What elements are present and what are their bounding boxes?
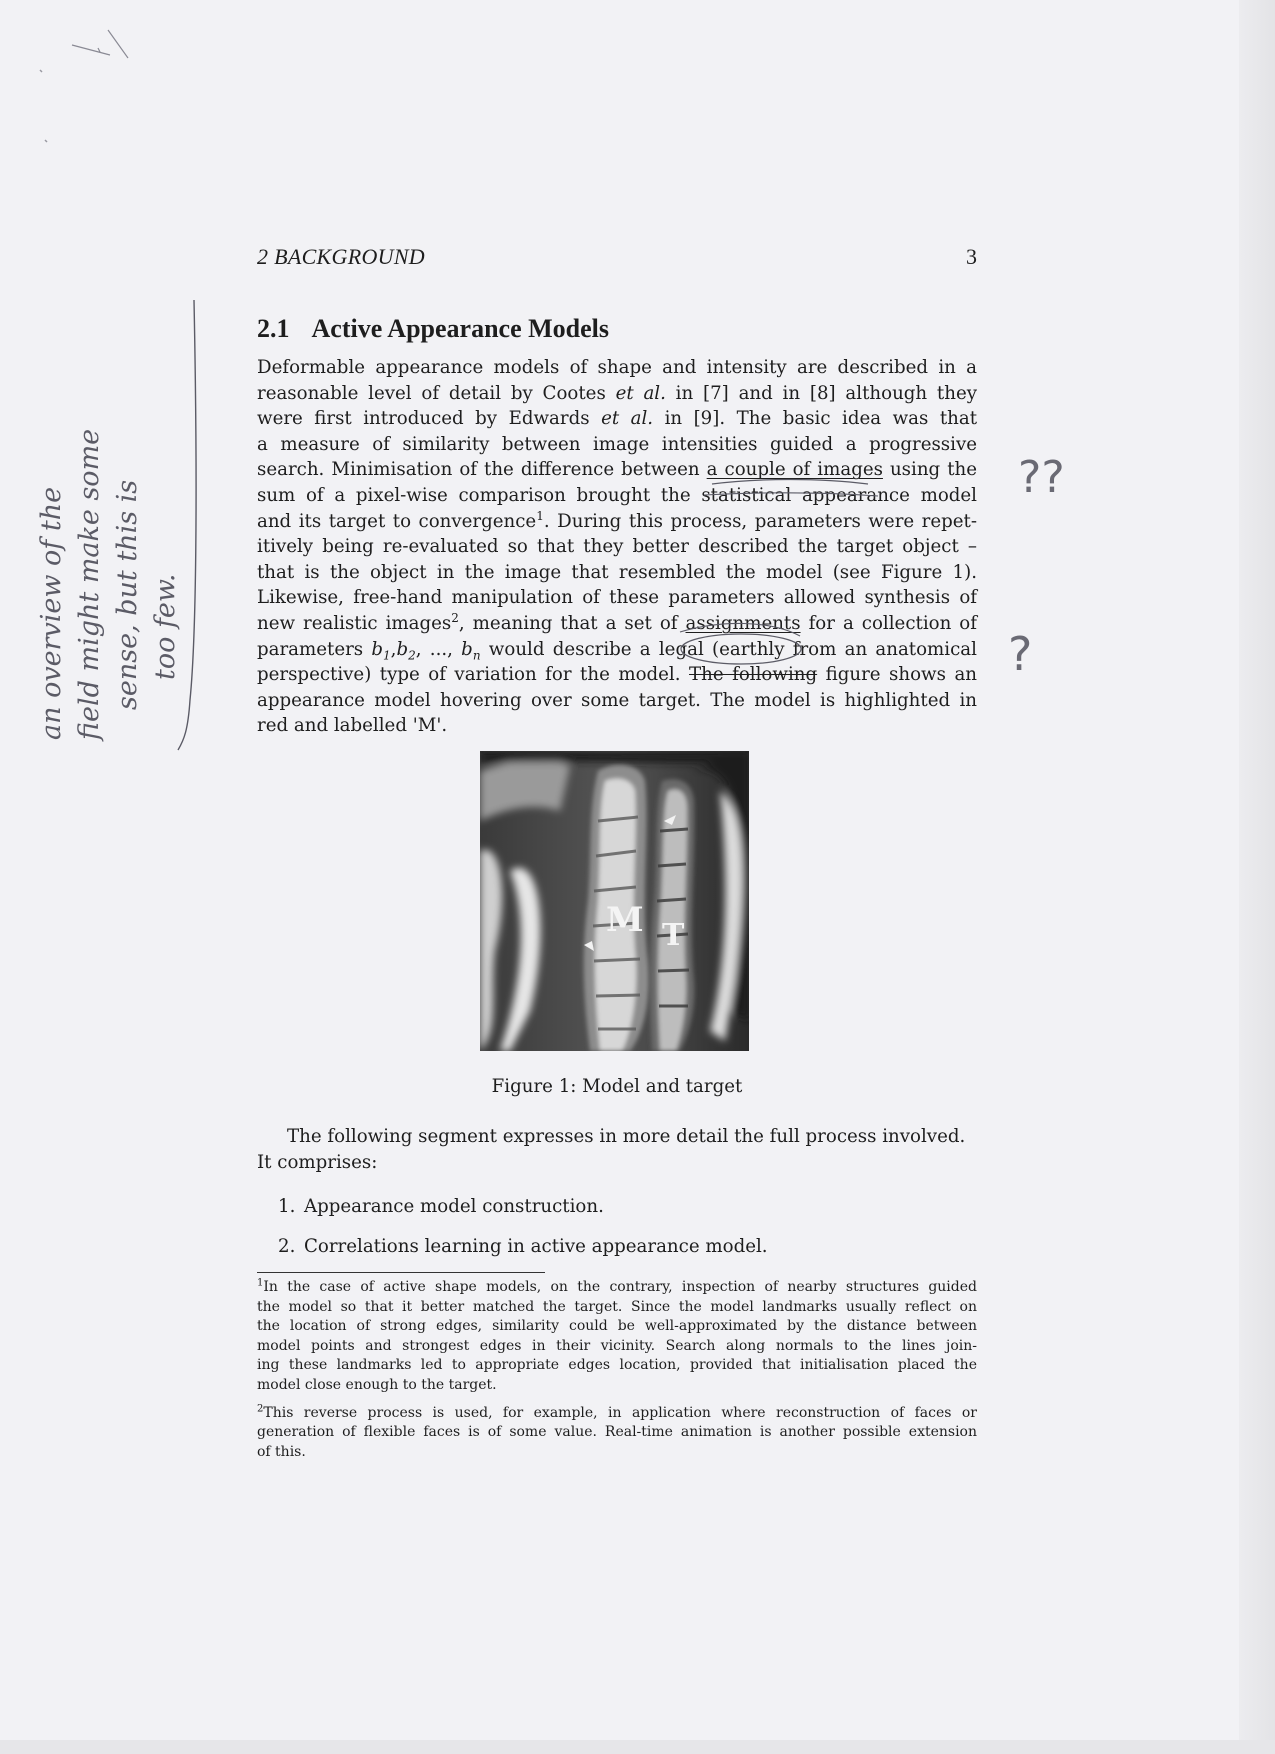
underlined-word: assignments (685, 612, 801, 634)
underlined-phrase: a couple of images (706, 459, 883, 481)
pencil-underline (712, 480, 868, 485)
list-number: 2. (278, 1236, 296, 1257)
text-span: red and labelled 'M'. (257, 715, 448, 737)
margin-note-line: sense, but this is (112, 479, 143, 710)
list-item-text: Appearance model construction. (304, 1196, 604, 1217)
text-line: It comprises: (257, 1152, 378, 1173)
model-label: M (606, 900, 644, 940)
figure-caption: Figure 1: Model and target (491, 1076, 743, 1097)
math-b2: $b_2$ (396, 638, 416, 663)
text-span: that is the object in the image that resembled the model (see Figure 1). (257, 561, 977, 583)
bracketed-phrase: statistical appearance (701, 484, 910, 506)
text-span: new realistic images (257, 612, 452, 634)
list-number: 1. (278, 1196, 296, 1217)
question-marks: ?? (1018, 452, 1065, 503)
target-label: T (662, 918, 685, 953)
text-span: search. Minimisation of the difference between (257, 459, 707, 481)
text-span: in [9]. The basic idea was that (653, 408, 977, 430)
text-span: parameters (257, 638, 372, 660)
margin-note-line: an overview of the (36, 486, 67, 740)
text-span: om an anatomical (808, 638, 977, 660)
text-span: appearance model hovering over some target. The model is highlighted in (257, 689, 977, 711)
text-span: , meaning that a set of (458, 612, 686, 634)
text-span: using the (882, 459, 977, 481)
footnote-mark: 2 (257, 1402, 264, 1414)
text-span: would describe a le (480, 638, 676, 660)
text-span: Deformable appearance models of shape and intensity are described in a (257, 357, 977, 378)
et-al-italic: et al. (601, 408, 654, 430)
question-mark: ? (1008, 627, 1033, 681)
text-span: This reverse process is used, for example, in application where reconstruction of faces or (263, 1404, 977, 1421)
text-span: perspective) type of variation for the model. (257, 664, 690, 686)
text-span: Likewise, free-hand manipulation of these parameters allowed synthesis of (257, 587, 977, 609)
text-span: sum of a pixel-wise comparison brought the (257, 484, 702, 506)
section-title: Active Appearance Models (311, 314, 610, 343)
running-head-section: 2 BACKGROUND (257, 244, 425, 269)
footnote-ref-1[interactable]: 1 (536, 508, 544, 523)
text-span: and its target to convergence (257, 510, 537, 532)
section-number: 2.1 (257, 314, 290, 343)
text-span: , (390, 638, 397, 660)
margin-note-line: field might make some (74, 428, 105, 740)
text-span: figure shows an (817, 664, 977, 686)
math-b1: $b_1$ (371, 638, 391, 663)
footnote-mark: 1 (257, 1277, 264, 1289)
footnote-ref-2[interactable]: 2 (451, 610, 459, 625)
text-span: a measure of similarity between image intensities guided a progressive (257, 433, 977, 455)
footnote-line: generation of flexible faces is of some value. Real-time animation is another possible extension (257, 1424, 977, 1441)
stray-pencil-mark (72, 30, 128, 58)
footnote-line: the location of strong edges, similarity could be well-approximated by the distance between (257, 1318, 977, 1335)
footnote-line: ing these landmarks led to appropriate edges location, provided that initialisation placed the (257, 1357, 977, 1374)
text-span: in [7] and in [8] although they (665, 382, 977, 404)
text-span: itively being re-evaluated so that they better described the target object – (257, 536, 977, 558)
text-span: . During this process, parameters were repet- (543, 510, 977, 532)
margin-bracket (178, 300, 196, 750)
list-item-text: Correlations learning in active appearance model. (304, 1236, 768, 1257)
circled-phrase: gal (earthly fr (675, 638, 809, 660)
footnote-line: model close enough to the target. (257, 1376, 497, 1393)
text-span: model (909, 484, 977, 506)
text-span: were first introduced by Edwards (257, 408, 602, 430)
pencil-circle (681, 634, 801, 664)
text-span: for a collection of (800, 612, 977, 634)
math-bn: $b_n$ (461, 638, 481, 663)
margin-note-line: too few. (150, 573, 181, 680)
text-line: The following segment expresses in more detail the full process involved. (287, 1126, 966, 1147)
struck-phrase: The following (689, 664, 818, 686)
footnote-line: model points and strongest edges in their vicinity. Search along normals to the lines join- (257, 1337, 977, 1354)
page-number: 3 (966, 244, 977, 269)
et-al-italic: et al. (615, 382, 666, 404)
text-span: ..., (429, 638, 453, 660)
text-span: In the case of active shape models, on the contrary, inspection of nearby structures guided (263, 1279, 977, 1295)
footnote-line: of this. (257, 1443, 306, 1460)
text-span: reasonable level of detail by Cootes (257, 382, 616, 404)
footnote-line: the model so that it better matched the target. Since the model landmarks usually reflect on (257, 1298, 977, 1315)
text-span: , (415, 638, 422, 660)
